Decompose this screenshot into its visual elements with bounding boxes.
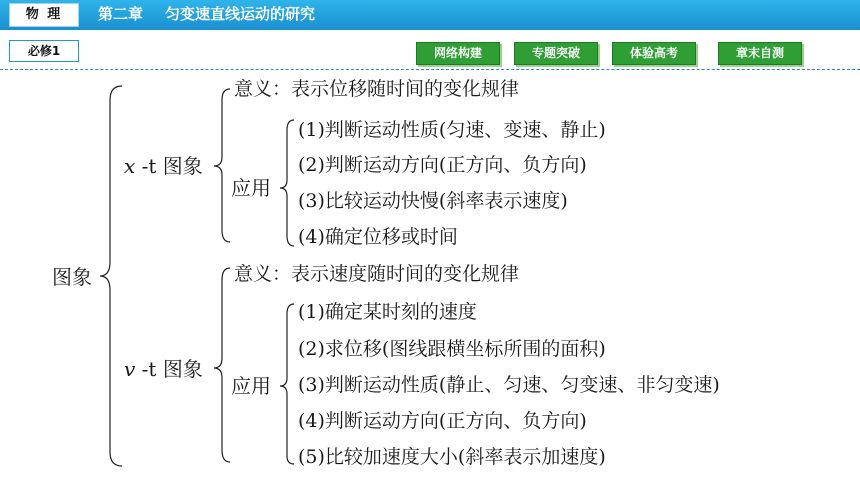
xt-suffix: -t 图象 <box>135 154 203 178</box>
xt-item: (4)确定位移或时间 <box>298 226 458 248</box>
chapter-number: 第二章 <box>98 5 144 23</box>
root-brace <box>100 86 122 466</box>
nav-button-exam[interactable]: 体验高考 <box>612 42 696 65</box>
xt-item: (2)判断运动方向(正方向、负方向) <box>298 154 587 176</box>
vt-suffix: -t 图象 <box>135 357 203 381</box>
nav-button-topics[interactable]: 专题突破 <box>514 42 598 65</box>
subject-label: 物 理 <box>9 3 79 27</box>
vt-item: (3)判断运动性质(静止、匀速、匀变速、非匀变速) <box>298 374 720 396</box>
xt-meaning: 意义：表示位移随时间的变化规律 <box>234 78 520 100</box>
vt-variable: v <box>124 357 136 381</box>
xt-application-label: 应用 <box>231 176 271 200</box>
xt-item: (3)比较运动快慢(斜率表示速度) <box>298 190 568 212</box>
vt-item: (1)确定某时刻的速度 <box>298 301 477 323</box>
chapter-heading <box>98 3 337 25</box>
vt-graph-label <box>124 357 203 381</box>
vt-item: (2)求位移(图线跟横坐标所围的面积) <box>298 338 606 360</box>
chapter-title: 匀变速直线运动的研究 <box>165 5 316 23</box>
xt-item: (1)判断运动性质(匀速、变速、静止) <box>298 119 606 141</box>
root-label: 图象 <box>52 265 92 289</box>
vt-item: (4)判断运动方向(正方向、负方向) <box>298 410 587 432</box>
header-divider <box>0 69 860 70</box>
vt-brace <box>214 268 230 462</box>
vt-meaning: 意义：表示速度随时间的变化规律 <box>234 263 520 285</box>
nav-button-selftest[interactable]: 章末自测 <box>718 42 802 65</box>
xt-app-brace <box>280 120 294 246</box>
vt-item: (5)比较加速度大小(斜率表示加速度) <box>298 446 606 468</box>
xt-variable: x <box>124 154 136 178</box>
vt-application-label: 应用 <box>231 374 271 398</box>
xt-graph-label <box>124 154 203 178</box>
nav-button-network[interactable]: 网络构建 <box>416 42 500 65</box>
vt-app-brace <box>280 304 294 464</box>
module-label: 必修1 <box>9 40 79 62</box>
xt-brace <box>214 89 230 242</box>
